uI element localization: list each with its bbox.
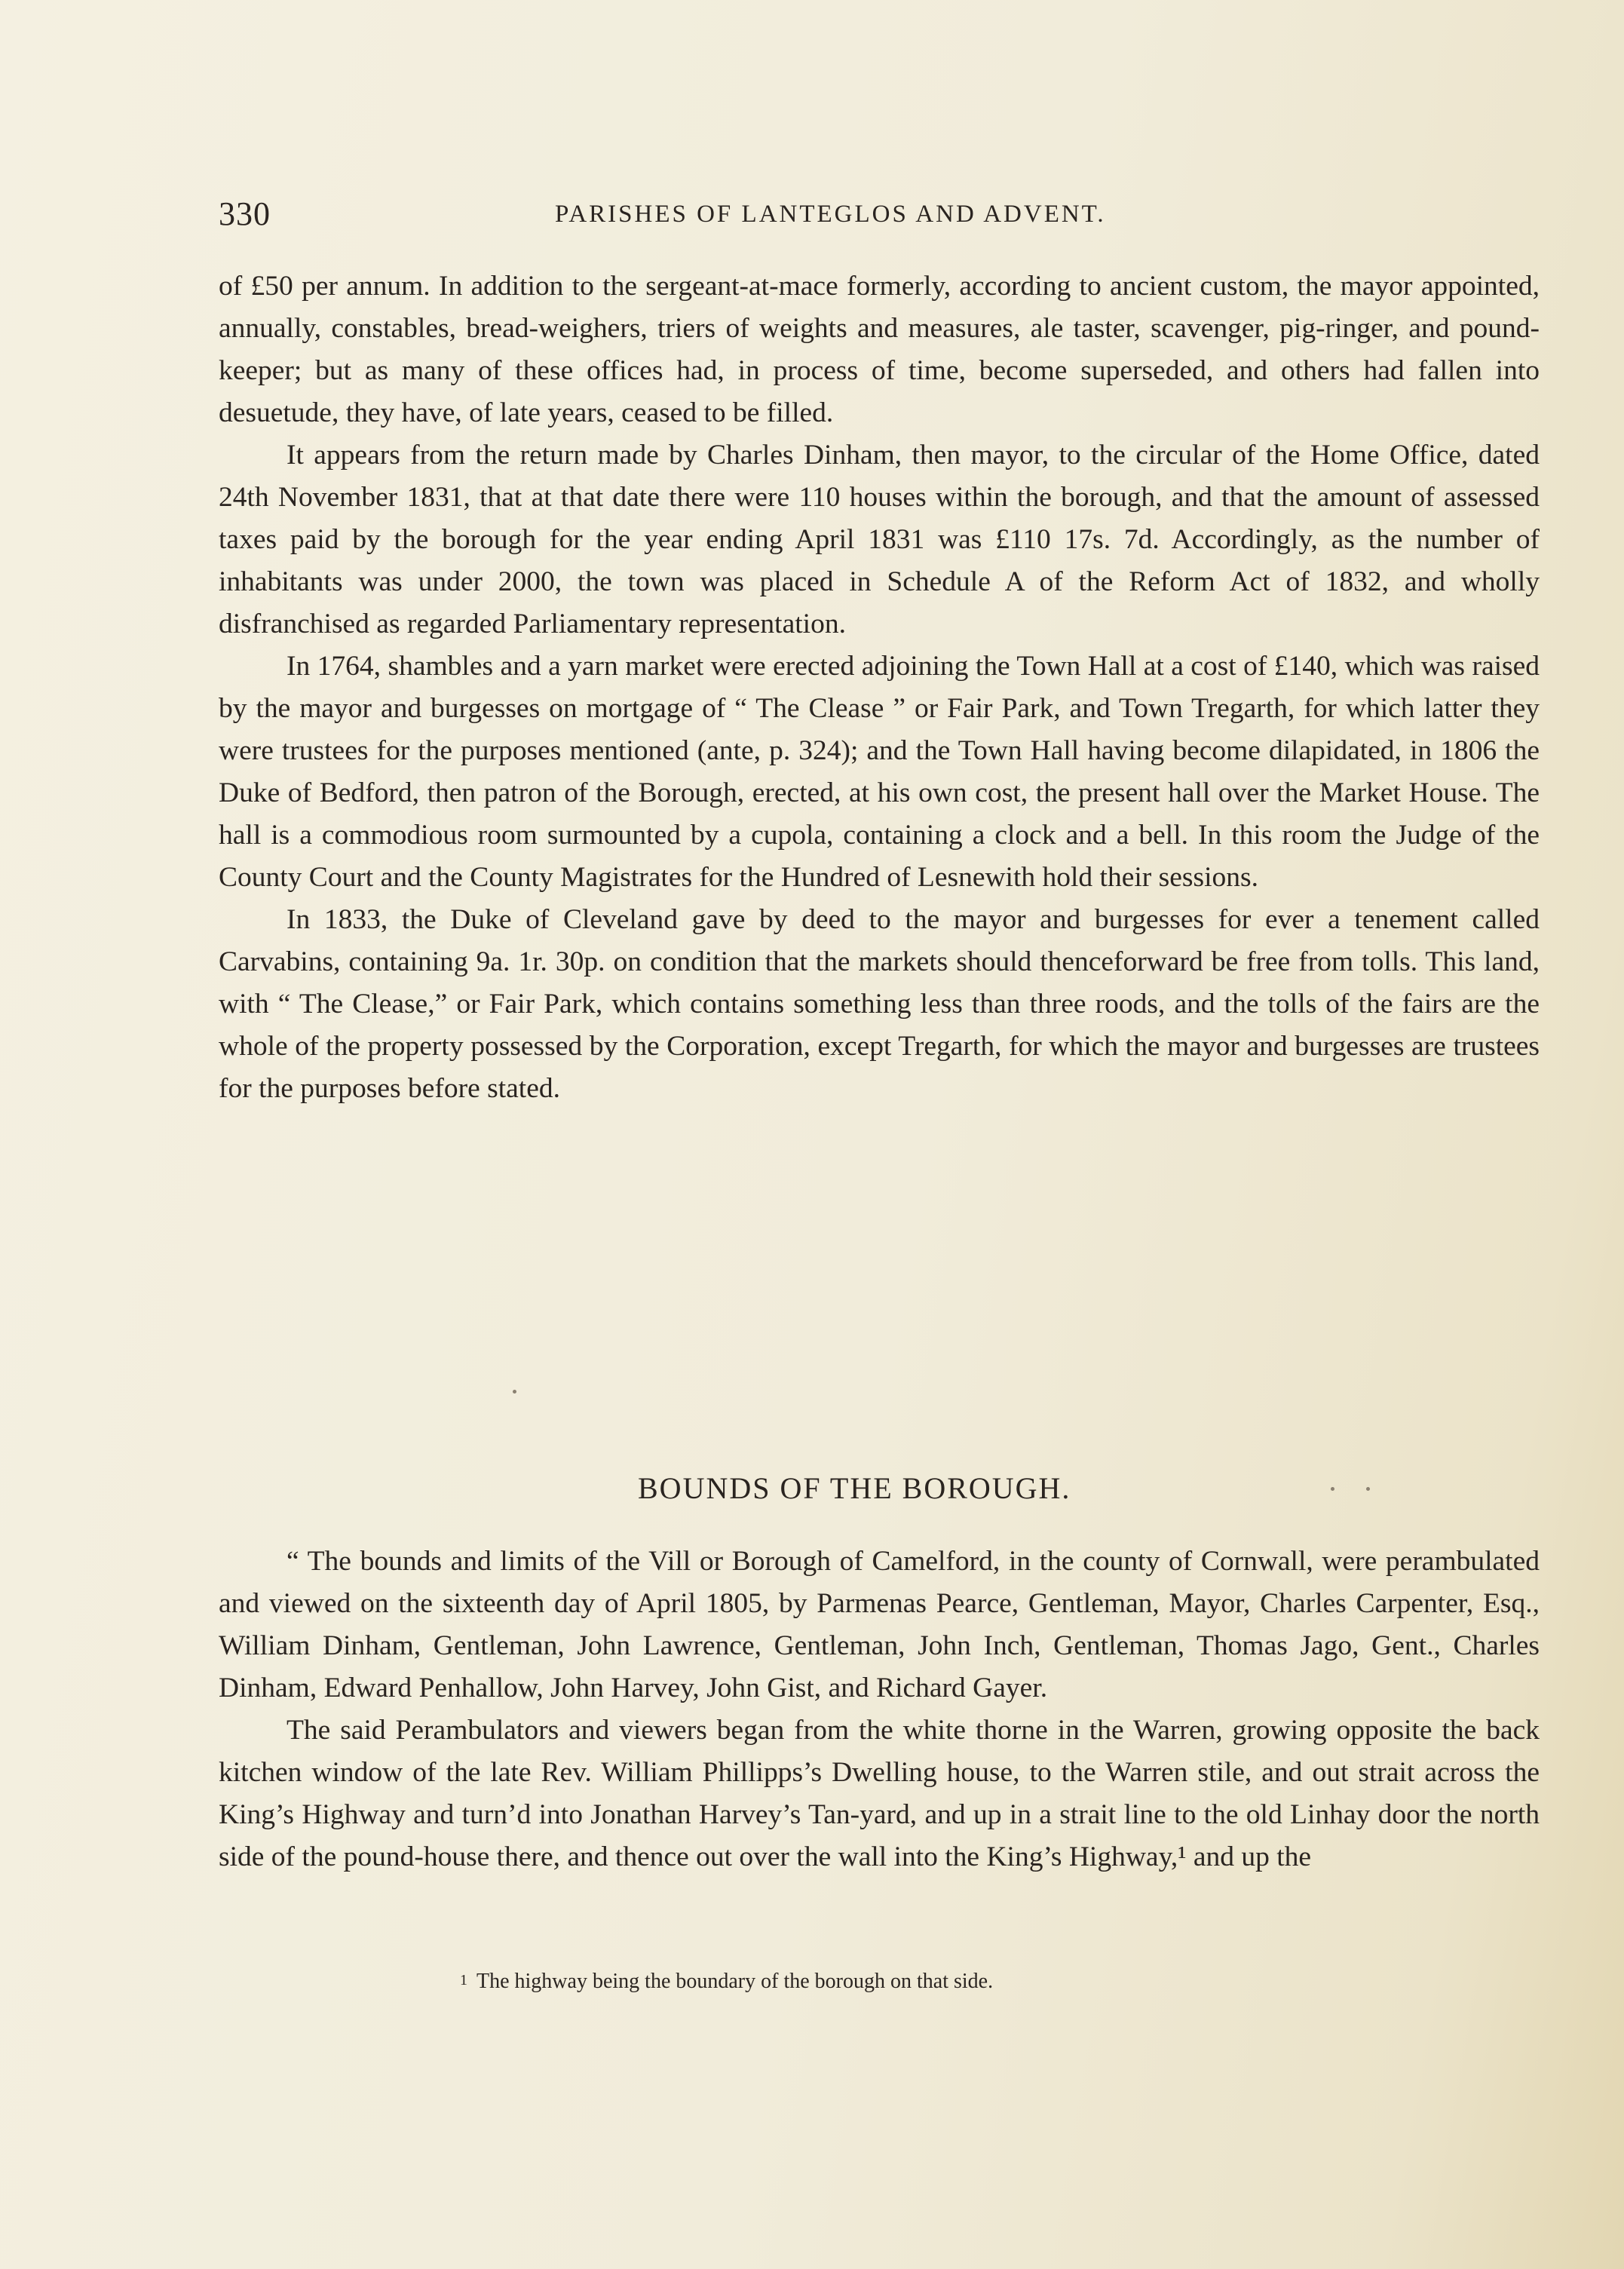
bounds-text-section <box>219 1541 1540 1878</box>
paragraph: The said Perambulators and viewers began from the white thorne in the Warren, growing opposite the back kitchen window of the late Rev. William Phillipps’s Dwelling house, to the Warren stile, and out strait across the King’s Highway and turn’d into Jonathan Harvey’s Tan-yard, and up in a strait line to the old Linhay door the north side of the pound-house there, and thence out over the wall into the King’s Highway,¹ and up the <box>219 1715 1540 1872</box>
footnote-text: The highway being the boundary of the borough on that side. <box>476 1970 994 1993</box>
paragraph: It appears from the return made by Charles Dinham, then mayor, to the circular of the Home Office, dated 24th November 1831, that at that date there were 110 houses within the borough, and that the amount of assessed taxes paid by the borough for the year ending April 1831 was £110 17s. 7d. Accordingly, as the number of inhabitants was under 2000, the town was placed in Schedule A of the Reform Act of 1832, and wholly disfranchised as regarded Parliamentary representation. <box>219 440 1540 639</box>
print-speck <box>513 1390 516 1394</box>
main-text-section <box>219 265 1540 1110</box>
paragraph: In 1833, the Duke of Cleveland gave by deed to the mayor and burgesses for ever a tenement called Carvabins, containing 9a. 1r. 30p. on condition that the markets should thenceforward be free from tolls. This land, with “ The Clease,” or Fair Park, which contains something less than three roods, and the tolls of the fairs are the whole of the property possessed by the Corporation, except Tregarth, for which the mayor and burgesses are trustees for the purposes before stated. <box>219 904 1540 1104</box>
print-speck <box>1331 1487 1334 1491</box>
footnote <box>460 1967 993 1997</box>
paragraph: of £50 per annum. In addition to the sergeant-at-mace formerly, according to ancient custom, the mayor appointed, annually, constables, bread-weighers, triers of weights and measures, ale taster, scavenger, pig-ringer, and pound-keeper; but as many of these offices had, in process of time, become superseded, and others had fallen into desuetude, they have, of late years, ceased to be filled. <box>219 271 1540 428</box>
section-heading: BOUNDS OF THE BOROUGH. <box>638 1471 1071 1505</box>
print-speck <box>1366 1487 1370 1491</box>
paragraph: In 1764, shambles and a yarn market were erected adjoining the Town Hall at a cost of £140, which was raised by the mayor and burgesses on mortgage of “ The Clease ” or Fair Park, and Town Tregarth, for which latter they were trustees for the purposes mentioned (ante, p. 324); and the Town Hall having become dilapidated, in 1806 the Duke of Bedford, then patron of the Borough, erected, at his own cost, the present hall over the Market House. The hall is a commodious room surmounted by a cupola, containing a clock and a bell. In this room the Judge of the County Court and the County Magistrates for the Hundred of Lesnewith hold their sessions. <box>219 651 1540 893</box>
running-head <box>219 195 1546 240</box>
running-title: PARISHES OF LANTEGLOS AND ADVENT. <box>555 201 1106 228</box>
page-number: 330 <box>219 195 271 232</box>
paragraph: “ The bounds and limits of the Vill or Borough of Camelford, in the county of Cornwall, were perambulated and viewed on the sixteenth day of April 1805, by Parmenas Pearce, Gentleman, Mayor, Charles Carpenter, Esq., William Dinham, Gentleman, John Lawrence, Gentleman, John Inch, Gentleman, Thomas Jago, Gent., Charles Dinham, Edward Penhallow, John Harvey, John Gist, and Richard Gayer. <box>219 1546 1540 1703</box>
footnote-marker: 1 <box>460 1972 467 1988</box>
